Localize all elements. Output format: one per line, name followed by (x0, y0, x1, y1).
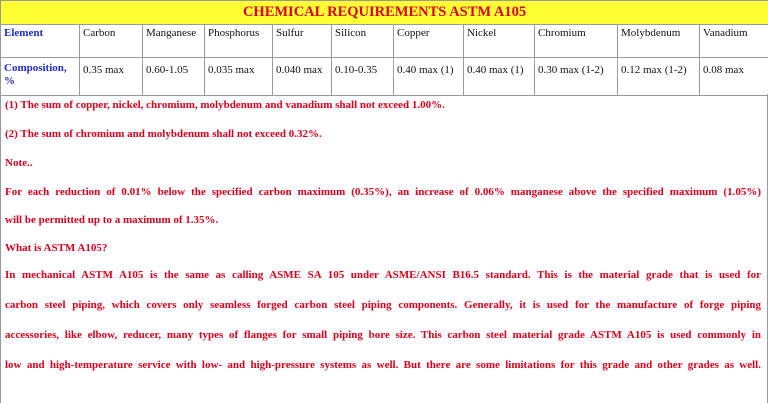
value-cell: 0.35 max (80, 58, 143, 96)
paragraph-line: accessories, like elbow, reducer, many types of flanges for small piping bore size. This carbon steel material grade ASTM A105 is used commonly in (5, 329, 761, 341)
footnote-2: (2) The sum of chromium and molybdenum shall not exceed 0.32%. (5, 128, 322, 140)
question-heading: What is ASTM A105? (5, 242, 108, 254)
value-cell: 0.10-0.35 (332, 58, 394, 96)
header-cell: Carbon (80, 25, 143, 58)
table-title: CHEMICAL REQUIREMENTS ASTM A105 (1, 1, 768, 25)
header-cell: Vanadium (700, 25, 768, 58)
value-cell: 0.035 max (205, 58, 273, 96)
reduction-note-line: For each reduction of 0.01% below the specified carbon maximum (0.35%), an increase of 0.06% manganese above the specified maximum (1.05%) (5, 186, 761, 198)
value-cell: 0.040 max (273, 58, 332, 96)
value-cell: 0.60-1.05 (143, 58, 205, 96)
header-cell: Phosphorus (205, 25, 273, 58)
chemical-requirements-table (0, 0, 768, 96)
value-cell: 0.08 max (700, 58, 768, 96)
note-heading: Note.. (5, 157, 33, 169)
value-cell: 0.40 max (1) (464, 58, 535, 96)
header-row (1, 25, 768, 58)
paragraph-line: In mechanical ASTM A105 is the same as calling ASME SA 105 under ASME/ANSI B16.5 standard. This is the material grade that is used for (5, 269, 761, 281)
footnote-1: (1) The sum of copper, nickel, chromium, molybdenum and vanadium shall not exceed 1.00%. (5, 99, 445, 111)
value-cell: 0.40 max (1) (394, 58, 464, 96)
header-cell: Manganese (143, 25, 205, 58)
paragraph-line: low and high-temperature service with low- and high-pressure systems as well. But there are some limitations for this grade and other grades as well. (5, 359, 761, 371)
composition-row (1, 58, 768, 96)
header-cell: Sulfur (273, 25, 332, 58)
value-cell: 0.12 max (1-2) (618, 58, 700, 96)
header-cell: Silicon (332, 25, 394, 58)
header-cell: Molybdenum (618, 25, 700, 58)
reduction-note-line: will be permitted up to a maximum of 1.35%. (5, 214, 219, 226)
paragraph-line: carbon steel piping, which covers only seamless forged carbon steel piping components. Generally, it is used for the manufacture of forge piping (5, 299, 761, 311)
notes-section (0, 94, 768, 403)
header-cell: Element (1, 25, 80, 58)
header-cell: Nickel (464, 25, 535, 58)
value-cell: 0.30 max (1-2) (535, 58, 618, 96)
value-cell: Composition, % (1, 58, 80, 96)
header-cell: Chromium (535, 25, 618, 58)
header-cell: Copper (394, 25, 464, 58)
